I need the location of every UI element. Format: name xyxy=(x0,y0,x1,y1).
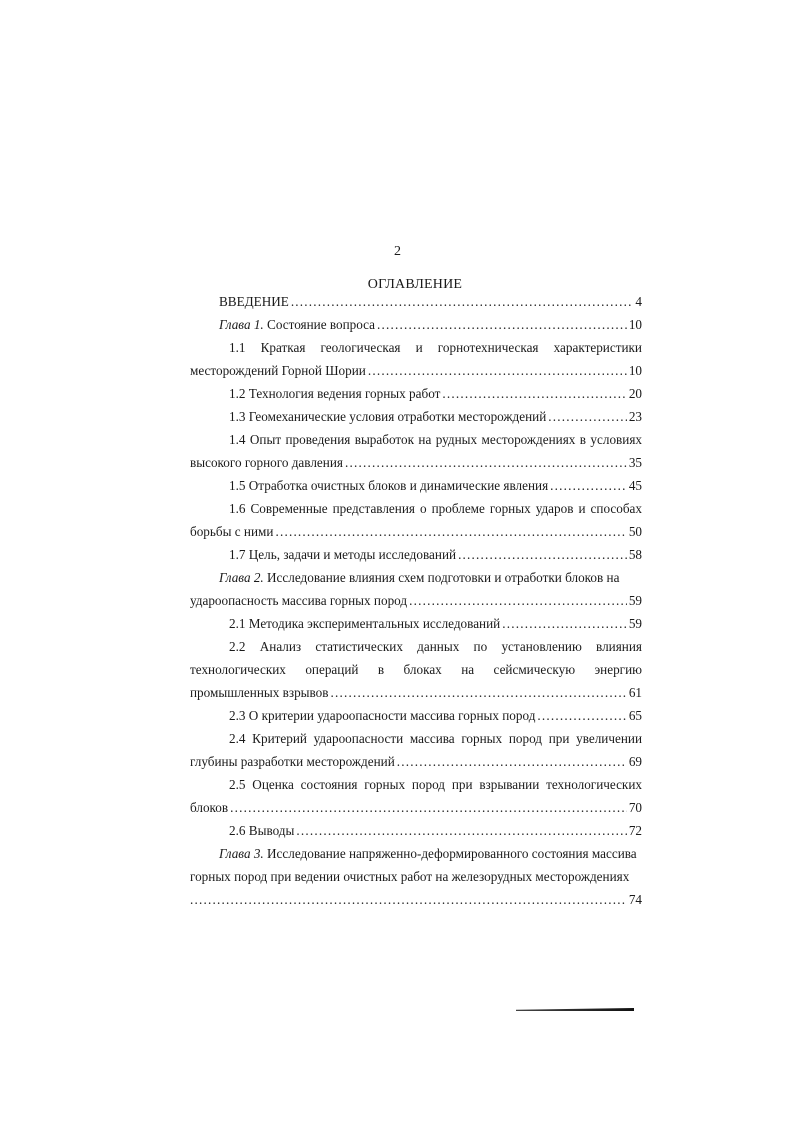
toc-entry-chapter-1[interactable] xyxy=(219,315,642,335)
toc-page-number: 65 xyxy=(628,708,642,723)
toc-entry-2-3[interactable] xyxy=(229,706,642,726)
toc-entry-text: горных пород при ведении очистных работ на железорудных месторождениях xyxy=(190,869,630,884)
toc-entry-chapter-3-line3[interactable] xyxy=(190,890,642,910)
toc-entry-1-4-line1[interactable]: 1.4 Опыт проведения выработок на рудных месторождениях в условиях xyxy=(229,432,642,447)
dot-leader xyxy=(190,890,627,910)
toc-title: ОГЛАВЛЕНИЕ xyxy=(367,277,463,292)
dot-leader xyxy=(275,522,626,542)
toc-entry-1-3[interactable] xyxy=(229,407,642,427)
toc-entry-text: глубины разработки месторождений xyxy=(190,754,395,769)
toc-entry-1-1-line2[interactable] xyxy=(190,361,642,381)
toc-entry-text: 1.5 Отработка очистных блоков и динамические явления xyxy=(229,478,549,493)
chapter-label: Глава 2. xyxy=(219,570,264,585)
toc-entry-2-2-line1[interactable]: 2.2 Анализ статистических данных по установлению влияния xyxy=(229,639,642,654)
toc-entry-chapter-2-line1[interactable] xyxy=(219,568,642,588)
dot-leader xyxy=(548,407,627,427)
dot-leader xyxy=(458,545,627,565)
dot-leader xyxy=(230,798,627,818)
toc-entry-chapter-3-line1[interactable] xyxy=(219,844,642,864)
toc-entry-text: блоков xyxy=(190,800,229,815)
toc-entry-text xyxy=(219,568,619,588)
toc-page-number: 69 xyxy=(628,754,642,769)
toc-entry-text: борьбы с ними xyxy=(190,524,274,539)
dot-leader xyxy=(550,476,627,496)
toc-entry-1-6-line1[interactable]: 1.6 Современные представления о проблеме горных ударов и способах xyxy=(229,501,642,516)
toc-entry-2-4-line2[interactable] xyxy=(190,752,642,772)
chapter-title: Исследование напряженно-деформированного состояния массива xyxy=(267,846,637,861)
toc-page-number: 10 xyxy=(628,363,642,378)
chapter-title: Исследование влияния схем подготовки и отработки блоков на xyxy=(267,570,620,585)
chapter-label: Глава 1. xyxy=(219,317,264,332)
toc-page-number: 45 xyxy=(628,478,642,493)
dot-leader xyxy=(368,361,627,381)
dot-leader xyxy=(409,591,627,611)
toc-page-number: 20 xyxy=(628,386,642,401)
toc-entry-1-1-line1[interactable]: 1.1 Краткая геологическая и горнотехническая характеристики xyxy=(229,340,642,355)
toc-entry-intro[interactable] xyxy=(219,292,642,312)
toc-page-number: 23 xyxy=(628,409,642,424)
toc-page-number: 72 xyxy=(628,823,642,838)
toc-entry-2-6[interactable] xyxy=(229,821,642,841)
toc-page-number: 59 xyxy=(628,593,642,608)
toc-entry-1-7[interactable] xyxy=(229,545,642,565)
toc-entry-2-2-line2[interactable]: технологических операций в блоках на сейсмическую энергию xyxy=(190,662,642,677)
dot-leader xyxy=(331,683,627,703)
toc-page-number: 10 xyxy=(628,317,642,332)
toc-entry-2-5-line2[interactable] xyxy=(190,798,642,818)
chapter-label: Глава 3. xyxy=(219,846,264,861)
toc-entry-text: месторождений Горной Шории xyxy=(190,363,366,378)
toc-entry-1-6-line2[interactable] xyxy=(190,522,642,542)
toc-entry-text xyxy=(219,315,375,335)
dot-leader xyxy=(397,752,627,772)
dot-leader xyxy=(345,453,627,473)
chapter-title: Состояние вопроса xyxy=(267,317,376,332)
page-number: 2 xyxy=(394,244,401,259)
toc-entry-text: 2.3 О критерии удароопасности массива горных пород xyxy=(229,708,536,723)
dot-leader xyxy=(502,614,627,634)
toc-page-number: 61 xyxy=(628,685,642,700)
toc-entry-2-4-line1[interactable]: 2.4 Критерий удароопасности массива горных пород при увеличении xyxy=(229,731,642,746)
toc-entry-chapter-2-line2[interactable] xyxy=(190,591,642,611)
toc-page-number: 58 xyxy=(628,547,642,562)
toc-entry-text: ВВЕДЕНИЕ xyxy=(219,294,289,309)
toc-entry-2-5-line1[interactable]: 2.5 Оценка состояния горных пород при взрывании технологических xyxy=(229,777,642,792)
toc-entry-text: 1.3 Геомеханические условия отработки месторождений xyxy=(229,409,547,424)
toc-entry-text: 1.7 Цель, задачи и методы исследований xyxy=(229,547,457,562)
toc-entry-text: 2.1 Методика экспериментальных исследований xyxy=(229,616,501,631)
toc-page-number: 4 xyxy=(635,294,642,309)
toc-entry-2-2-line3[interactable] xyxy=(190,683,642,703)
toc-entry-text: 2.6 Выводы xyxy=(229,823,295,838)
dot-leader xyxy=(296,821,626,841)
toc-entry-text xyxy=(219,844,637,864)
toc-entry-text: промышленных взрывов xyxy=(190,685,329,700)
toc-entry-chapter-3-line2[interactable] xyxy=(190,867,642,887)
toc-entry-text: высокого горного давления xyxy=(190,455,343,470)
toc-page-number: 59 xyxy=(628,616,642,631)
toc-page-number: 50 xyxy=(628,524,642,539)
toc-page-number: 35 xyxy=(628,455,642,470)
scan-mark-line xyxy=(516,1008,634,1011)
toc-entry-text: 1.2 Технология ведения горных работ xyxy=(229,386,441,401)
dot-leader xyxy=(537,706,626,726)
toc-entry-1-4-line2[interactable] xyxy=(190,453,642,473)
dot-leader xyxy=(377,315,627,335)
dot-leader xyxy=(291,292,634,312)
toc-page-number: 70 xyxy=(628,800,642,815)
dot-leader xyxy=(442,384,626,404)
toc-entry-1-2[interactable] xyxy=(229,384,642,404)
toc-entry-2-1[interactable] xyxy=(229,614,642,634)
toc-entry-1-5[interactable] xyxy=(229,476,642,496)
toc-entry-text: удароопасность массива горных пород xyxy=(190,593,408,608)
toc-page-number: 74 xyxy=(628,892,642,907)
